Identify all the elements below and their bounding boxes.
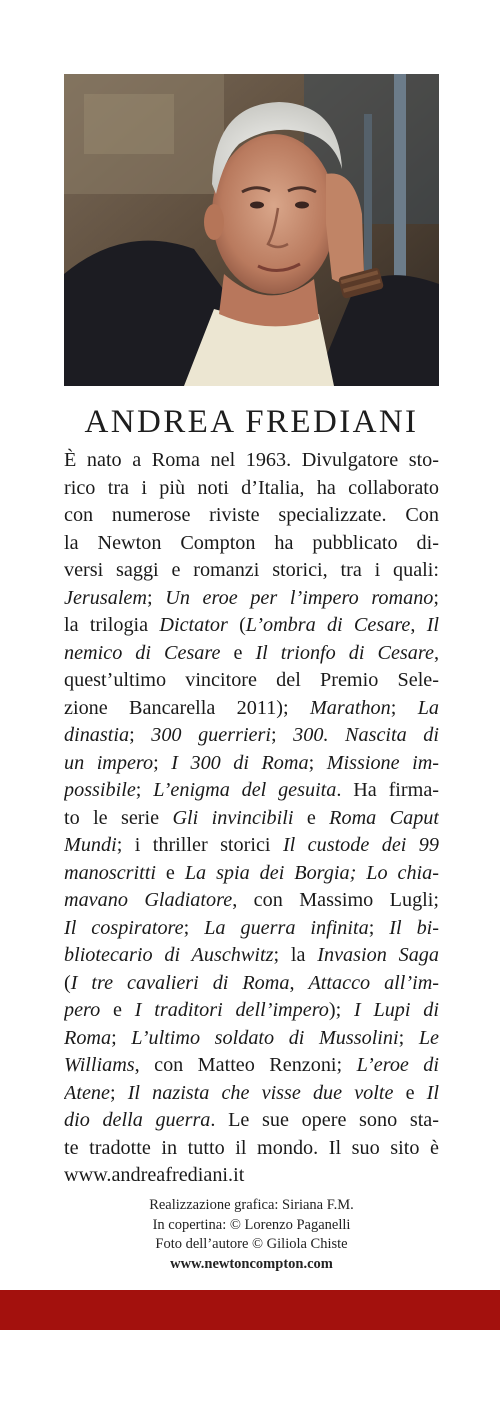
bio-text: ; (390, 696, 418, 719)
bio-title-italic: nemico di Cesare (64, 641, 221, 664)
bio-title-italic: La (417, 696, 439, 719)
bio-line (64, 997, 439, 1025)
bio-line (64, 640, 439, 668)
bio-title-italic: Atene (64, 1081, 110, 1104)
bio-line (64, 805, 439, 833)
bio-text: ; i thriller storici (116, 834, 283, 856)
bio-title-italic: Invasion Saga (317, 944, 439, 966)
bio-line (64, 530, 439, 558)
bio-line (64, 585, 439, 613)
credits-block (64, 1196, 439, 1274)
bio-text: . Ha firma- (336, 779, 439, 801)
bio-line (64, 915, 439, 943)
bio-title-italic: Roma (64, 1026, 112, 1049)
bio-line (64, 942, 439, 970)
bio-title-italic: L’ombra di Cesare (245, 614, 411, 636)
bio-line (64, 750, 439, 778)
bio-title-italic: Il nazista che visse due volte (127, 1081, 394, 1104)
bio-title-italic: bliotecario di Auschwitz (64, 944, 274, 966)
bio-title-italic: un impero (64, 751, 154, 774)
author-photo (64, 74, 439, 386)
red-footer-band (0, 1290, 500, 1330)
bio-text: zione Bancarella 2011); (64, 696, 310, 719)
bio-text: ; (109, 1081, 128, 1104)
bio-line (64, 667, 439, 695)
bio-text: , con Massimo Lugli; (232, 889, 439, 911)
bio-text: ; (368, 916, 390, 939)
bio-title-italic: Gli invincibili (172, 806, 294, 829)
bio-text: ; (308, 751, 327, 774)
bio-line (64, 722, 439, 750)
bio-text: ); (328, 999, 354, 1021)
bio-title-italic: Williams (64, 1054, 135, 1076)
bio-title-italic: Roma Caput (329, 806, 439, 829)
bio-text: e (220, 641, 256, 664)
credit-graphic-design: Realizzazione grafica: Siriana F.M. (149, 1197, 354, 1213)
bio-line (64, 970, 439, 998)
bio-title-italic: Attacco all’im- (308, 971, 439, 994)
bio-text: ; (398, 1026, 419, 1049)
credit-author-photo: Foto dell’autore © Giliola Chiste (155, 1236, 348, 1252)
bio-line (64, 1162, 439, 1190)
bio-line (64, 557, 439, 585)
bio-line (64, 832, 439, 860)
bio-text: con numerose riviste specializzate. Con (64, 504, 439, 526)
bio-text: e (393, 1081, 427, 1104)
bio-title-italic: L’ultimo soldato di Mussolini (131, 1026, 399, 1049)
bio-text: , con Matteo Renzoni; (134, 1054, 357, 1076)
bio-title-italic: Un eroe per l’impero romano (165, 586, 434, 609)
bio-line (64, 860, 439, 888)
bio-line (64, 1052, 439, 1080)
bio-line (64, 887, 439, 915)
bio-text: ; la (273, 944, 318, 966)
bio-title-italic: mavano Gladiatore (64, 889, 233, 911)
bio-line (64, 777, 439, 805)
bio-title-italic: La guerra infinita (204, 916, 369, 939)
credit-cover: In copertina: © Lorenzo Paganelli (152, 1216, 351, 1233)
bio-text: to le serie (64, 806, 173, 829)
bio-title-italic: Jerusalem (64, 586, 147, 609)
bio-text: rico tra i più noti d’Italia, ha collaborato (64, 476, 439, 499)
bio-title-italic: L’eroe di (356, 1054, 439, 1076)
bio-text: e (100, 999, 135, 1021)
bio-title-italic: Il bi- (389, 916, 439, 939)
bio-title-italic: Marathon (309, 696, 391, 719)
bio-title-italic: La spia dei Borgia; Lo chia- (184, 861, 439, 884)
bio-title-italic: Dictator (159, 614, 228, 636)
bio-line (64, 1080, 439, 1108)
bio-line (64, 1107, 439, 1135)
bio-line (64, 1025, 439, 1053)
bio-title-italic: Il cospiratore (64, 916, 184, 939)
bio-text: È nato a Roma nel 1963. Divulgatore sto- (64, 449, 439, 471)
publisher-website: www.newtoncompton.com (170, 1255, 333, 1272)
bio-text: la trilogia (64, 614, 160, 636)
bio-text: , (433, 641, 439, 664)
bio-text: ( (227, 614, 246, 636)
bio-title-italic: I Lupi di (354, 999, 439, 1021)
bio-text: quest’ultimo vincitore del Premio Sele- (64, 669, 439, 691)
bio-text: . Le sue opere sono sta- (210, 1109, 439, 1131)
bio-text: e (155, 861, 185, 884)
bio-line (64, 447, 439, 475)
bio-line (64, 612, 439, 640)
bio-text: ; (433, 586, 439, 609)
author-name: ANDREA FREDIANI (84, 404, 419, 440)
bio-title-italic: I traditori dell’impero (134, 999, 329, 1021)
bio-text: ; (111, 1026, 132, 1049)
bio-title-italic: Il (426, 614, 439, 636)
bio-title-italic: dinastia (64, 724, 130, 746)
bio-title-italic: pero (64, 999, 101, 1021)
bio-text: la Newton Compton ha pubblicato di- (64, 531, 439, 554)
bio-text: ; (270, 724, 294, 746)
bio-title-italic: I 300 di Roma (171, 751, 309, 774)
bio-title-italic: possibile (64, 779, 136, 801)
bio-text: ( (64, 971, 71, 994)
bio-text: www.andreafrediani.it (64, 1164, 245, 1186)
bio-title-italic: Il (426, 1081, 439, 1104)
bio-line (64, 1135, 439, 1163)
bio-title-italic: I tre cavalieri di Roma (70, 971, 290, 994)
bio-title-italic: Mundi (64, 834, 117, 856)
author-portrait-image (64, 74, 439, 386)
bio-text: e (293, 806, 330, 829)
bio-text: te tradotte in tutto il mondo. Il suo sito è (64, 1136, 439, 1159)
bio-title-italic: manoscritti (64, 861, 156, 884)
bio-text: ; (153, 751, 172, 774)
bio-text: , (410, 614, 427, 636)
bio-title-italic: L’enigma del gesuita (153, 779, 337, 801)
author-biography (64, 447, 439, 1190)
bio-text: , (289, 971, 309, 994)
bio-title-italic: 300. Nascita di (293, 724, 439, 746)
bio-line (64, 695, 439, 723)
bio-title-italic: Il trionfo di Cesare (255, 641, 434, 664)
bio-text: versi saggi e romanzi storici, tra i quali: (64, 559, 439, 581)
bio-text: ; (129, 724, 152, 746)
bio-text: ; (183, 916, 205, 939)
bio-title-italic: Le (418, 1026, 439, 1049)
bio-text: ; (135, 779, 154, 801)
bio-line (64, 502, 439, 530)
bio-text: ; (146, 586, 166, 609)
bio-title-italic: Missione im- (326, 751, 439, 774)
bio-title-italic: dio della guerra (64, 1109, 211, 1131)
bio-line (64, 475, 439, 503)
bio-title-italic: 300 guerrieri (151, 724, 271, 746)
bio-title-italic: Il custode dei 99 (282, 834, 439, 856)
